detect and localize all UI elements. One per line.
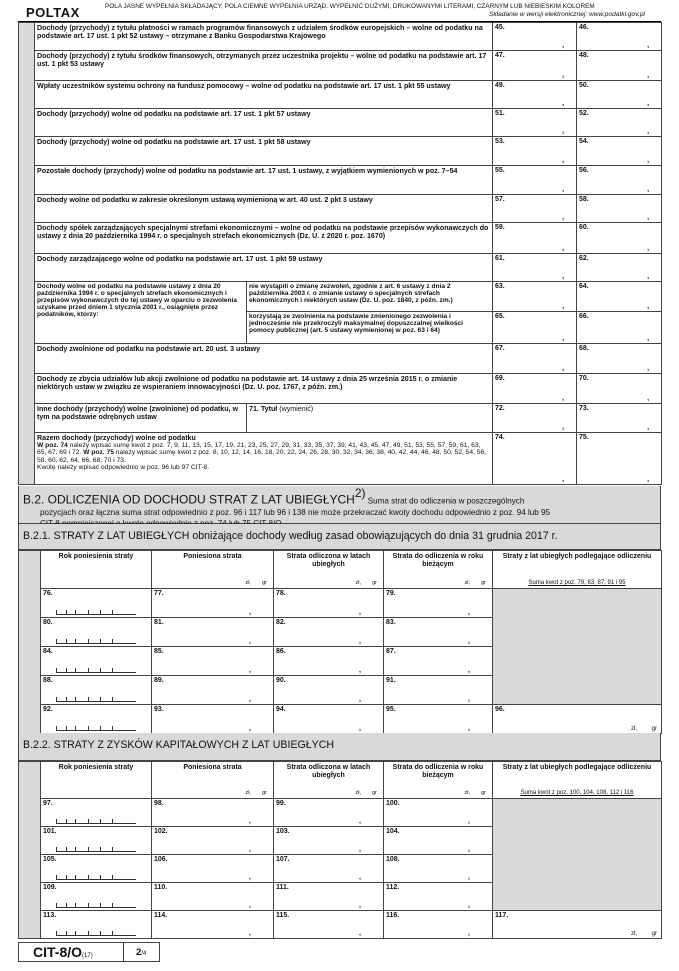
amount-field-47[interactable]: 47. , [493,51,577,81]
year-field-88[interactable]: 88. [41,676,152,705]
amount-field-96[interactable]: 96. zł, gr [493,705,662,734]
amount-field-95[interactable]: 95. , [384,705,493,734]
amount-field-108[interactable]: 108. , [384,855,493,883]
section-b2-description: Suma strat do odliczenia w poszczególnych [365,496,525,506]
amount-field-60[interactable]: 60. , [577,223,662,254]
amount-field-62[interactable]: 62. , [577,254,662,282]
loss-header-row [19,551,662,589]
form-footer [18,942,160,962]
amount-field-49[interactable]: 49. , [493,81,577,109]
amount-field-52[interactable]: 52. , [577,109,662,137]
art14-row [19,374,662,404]
section-b2-title: B.2. ODLICZENIA OD DOCHODU STRAT Z LAT UBIEGŁYCH [23,492,355,507]
losses-table-b21 [18,550,662,734]
amount-field-111[interactable]: 111. , [274,883,384,911]
year-field-76[interactable]: 76. [41,589,152,618]
amount-field-56[interactable]: 56. , [577,166,662,195]
amount-field-75[interactable]: 75. , [577,433,662,485]
shaded-margin [19,23,35,485]
income-row-label: Dochody (przychody) z tytułu środków finansowych, otrzymanych przez uczestnika projektu – wolne od podatku na podstawie art. 17 ust. 1 pkt 53 ustawy [35,51,493,81]
total-row [19,433,662,485]
income-row-label: Dochody (przychody) wolne od podatku na podstawie art. 17 ust. 1 pkt 58 ustawy [35,137,493,166]
amount-field-93[interactable]: 93. , [152,705,274,734]
col-year: Rok poniesienia straty [41,551,152,589]
fill-instruction: POLA JASNE WYPEŁNIA SKŁADAJĄCY, POLA CIEMNE WYPEŁNIA URZĄD. WYPEŁNIĆ DUŻYMI, DRUKOWANYMI LITERAMI, CZARNYM LUB NIEBIESKIM KOLOREM [105,3,595,10]
form-code: CIT-8/O(17) [33,944,93,960]
amount-field-74[interactable]: 74. , [493,433,577,485]
section-b2-header [18,486,661,524]
col-losses-total: Straty z lat ubiegłych podlegające odliczeniu Suma kwot z poz. 100, 104, 108, 112 i 116 [493,762,662,799]
amount-field-77[interactable]: 77. , [152,589,274,618]
col-year: Rok poniesienia straty [41,762,152,799]
year-field-109[interactable]: 109. [41,883,152,911]
sez-label: Dochody wolne od podatku na podstawie ustawy z dnia 20 października 1994 r. o specjalnych strefach ekonomicznych i przepisów wykonawczych do tej ustawy w oparciu o zezwolenia uzyskane przed dniem 1 stycznia 2001 r., osiągnięte przez podatników, którzy: [35,282,247,344]
loss-row [19,799,662,827]
income-row [19,23,662,51]
section-b22-header [18,733,661,761]
amount-field-98[interactable]: 98. , [152,799,274,827]
income-row [19,254,662,282]
amount-field-100[interactable]: 100. , [384,799,493,827]
art20-row [19,344,662,374]
electronic-filing-note: Składanie w wersji elektronicznej: www.podatki.gov.pl [488,11,645,18]
amount-field-66[interactable]: 66. , [577,312,662,344]
col-incurred: Poniesiona strata zł, gr [152,762,274,799]
amount-field-110[interactable]: 110. , [152,883,274,911]
art20-label: Dochody zwolnione od podatku na podstawie art. 20 ust. 3 ustawy [35,344,493,374]
amount-field-114[interactable]: 114. , [152,911,274,939]
year-field-105[interactable]: 105. [41,855,152,883]
col-to-deduct: Strata do odliczenia w roku bieżącym zł, gr [384,762,493,799]
income-row-label: Dochody (przychody) wolne od podatku na podstawie art. 17 ust. 1 pkt 57 ustawy [35,109,493,137]
total-label: Razem dochody (przychody) wolne od podatku W poz. 74 należy wpisać sumę kwot z poz. 7, 9, 11, 13, 15, 17, 19, 21, 23, 25, 27, 29, 31, 33, 35, 37, 39, 41, 43, 45, 47, 49, 51, 53, 55, 57, 59, 61, 63, 65, 67, 69 i 72. W poz. 75 należy wpisać sumę kwot z poz. 8, 10, 12, 14, 16, 18, 20, 22, 24, 26, 28, 30, 32, 34, 36, 38, 40, 42, 44, 46, 48, 50, 52, 54, 56, 58, 60, 62, 64, 66, 68, 70 i 73. Kwotę należy wpisać odpowiednio w poz. 96 lub 97 CIT-8. [35,433,493,485]
amount-field-70[interactable]: 70. , [577,374,662,404]
amount-field-59[interactable]: 59. , [493,223,577,254]
income-row-label: Dochody (przychody) z tytułu płatności w ramach programów finansowych z udziałem środków europejskich – wolne od podatku na podstawie art. 17 ust. 1 pkt 52 ustawy – otrzymane z Banku Gospodarstwa Krajowego [35,23,493,51]
income-row [19,51,662,81]
loss-row [19,911,662,939]
income-row-label: Dochody zarządzającego wolne od podatku na podstawie art. 17 ust. 1 pkt 59 ustawy [35,254,493,282]
amount-field-45[interactable]: 45. , [493,23,577,51]
amount-field-81[interactable]: 81. , [152,618,274,647]
income-row-label: Dochody spółek zarządzających specjalnymi strefami ekonomicznymi – wolne od podatku na podstawie przepisów wykonawczych do ustawy z dnia 20 października 1994 r. o specjalnych strefach ekonomicznych (Dz. U. z 2020 r. poz. 1670) [35,223,493,254]
amount-field-116[interactable]: 116. , [384,911,493,939]
shaded-margin [19,551,41,734]
amount-field-57[interactable]: 57. , [493,195,577,223]
col-losses-total: Straty z lat ubiegłych podlegające odliczeniu Suma kwot z poz. 79, 83, 87, 91 i 95 [493,551,662,589]
amount-field-79[interactable]: 79. , [384,589,493,618]
amount-field-50[interactable]: 50. , [577,81,662,109]
amount-field-72[interactable]: 72. , [493,404,577,433]
year-field-101[interactable]: 101. [41,827,152,855]
amount-field-90[interactable]: 90. , [274,676,384,705]
amount-field-48[interactable]: 48. , [577,51,662,81]
col-deducted-prior: Strata odliczona w latach ubiegłych zł, gr [274,762,384,799]
amount-field-82[interactable]: 82. , [274,618,384,647]
year-field-80[interactable]: 80. [41,618,152,647]
loss-row [19,705,662,734]
amount-field-55[interactable]: 55. , [493,166,577,195]
col-deducted-prior: Strata odliczona w latach ubiegłych zł, gr [274,551,384,589]
amount-field-117[interactable]: 117. zł, gr [493,911,662,939]
sez-row-1 [19,282,662,312]
income-row [19,81,662,109]
amount-field-87[interactable]: 87. , [384,647,493,676]
amount-field-104[interactable]: 104. , [384,827,493,855]
shaded-cell [493,589,662,705]
section-b22-title: B.2.2. STRATY Z ZYSKÓW KAPITAŁOWYCH Z LAT UBIEGŁYCH [23,739,335,751]
amount-field-107[interactable]: 107. , [274,855,384,883]
amount-field-51[interactable]: 51. , [493,109,577,137]
section-b2-text-1: pozycjach oraz łączna suma strat odpowiednio z poz. 96 i 117 lub 96 i 138 nie może przekraczać kwoty dochodu odpowiednio z poz. 94 lub 95 [40,508,551,518]
amount-field-54[interactable]: 54. , [577,137,662,166]
income-row-label: Pozostałe dochody (przychody) wolne od podatku na podstawie art. 17 ust. 1 ustawy, z wyjątkiem wymienionych w poz. 7–54 [35,166,493,195]
amount-field-102[interactable]: 102. , [152,827,274,855]
amount-field-53[interactable]: 53. , [493,137,577,166]
income-row-label: Wpłaty uczestników systemu ochrony na fundusz pomocowy – wolne od podatku na podstawie art. 17 ust. 1 pkt 55 ustawy [35,81,493,109]
amount-field-86[interactable]: 86. , [274,647,384,676]
section-b21-subtitle: obniżające dochody według zasad obowiązujących do dnia 31 grudnia 2017 r. [189,530,558,542]
page-number: 2/4 [123,943,159,961]
other-label: Inne dochody (przychody) wolne (zwolnione) od podatku, w tym na podstawie odrębnych ustaw [35,404,247,433]
amount-field-103[interactable]: 103. , [274,827,384,855]
other-row [19,404,662,433]
loss-header-row [19,762,662,799]
income-row [19,195,662,223]
loss-row [19,589,662,618]
income-row [19,137,662,166]
income-row-label: Dochody wolne od podatku w zakresie określonym ustawą wymienioną w art. 40 ust. 2 pkt 3 ustawy [35,195,493,223]
amount-field-85[interactable]: 85. , [152,647,274,676]
title-field-71[interactable]: 71. Tytuł (wymienić) [247,404,493,433]
amount-field-78[interactable]: 78. , [274,589,384,618]
amount-field-61[interactable]: 61. , [493,254,577,282]
free-income-table [18,22,662,485]
amount-field-68[interactable]: 68. , [577,344,662,374]
amount-field-89[interactable]: 89. , [152,676,274,705]
shaded-cell [493,799,662,911]
amount-field-94[interactable]: 94. , [274,705,384,734]
amount-field-99[interactable]: 99. , [274,799,384,827]
amount-field-115[interactable]: 115. , [274,911,384,939]
col-incurred: Poniesiona strata zł, gr [152,551,274,589]
amount-field-67[interactable]: 67. , [493,344,577,374]
income-row [19,166,662,195]
page-header [0,0,679,22]
year-field-97[interactable]: 97. [41,799,152,827]
year-field-113[interactable]: 113. [41,911,152,939]
poltax-logo: POLTAX [26,5,80,20]
year-field-84[interactable]: 84. [41,647,152,676]
shaded-margin [19,762,41,939]
amount-field-83[interactable]: 83. , [384,618,493,647]
amount-field-112[interactable]: 112. , [384,883,493,911]
sez-sub1-label: nie wystąpili o zmianę zezwoleń, zgodnie z art. 6 ustawy z dnia 2 października 2003 r. o zmianie ustawy o specjalnych strefach ekonomicznych i niektórych ustaw (Dz. U. poz. 1840, z późn. zm.) [247,282,493,312]
col-to-deduct: Strata do odliczenia w roku bieżącym zł, gr [384,551,493,589]
amount-field-65[interactable]: 65. , [493,312,577,344]
amount-field-64[interactable]: 64. , [577,282,662,312]
art14-label: Dochody ze zbycia udziałów lub akcji zwolnione od podatku na podstawie art. 14 ustawy z dnia 25 września 2015 r. o zmianie niektórych ustaw w związku ze wspieraniem innowacyjności (Dz. U. poz. 1767, z późn. zm.) [35,374,493,404]
amount-field-69[interactable]: 69. , [493,374,577,404]
section-b21-header [18,524,661,550]
footnote-2-mark: 2) [354,486,366,500]
year-field-92[interactable]: 92. [41,705,152,734]
income-row [19,223,662,254]
section-b21-title: B.2.1. STRATY Z LAT UBIEGŁYCH [23,530,190,542]
amount-field-106[interactable]: 106. , [152,855,274,883]
amount-field-63[interactable]: 63. , [493,282,577,312]
amount-field-91[interactable]: 91. , [384,676,493,705]
income-row [19,109,662,137]
losses-table-b22 [18,761,662,939]
amount-field-58[interactable]: 58. , [577,195,662,223]
sez-sub2-label: korzystają ze zwolnienia na podstawie zmienionego zezwolenia i jednocześnie nie przekroczyli maksymalnej dopuszczalnej wielkości pomocy publicznej (art. 5 ustawy wymienionej w poz. 63 i 64) [247,312,493,344]
amount-field-46[interactable]: 46. , [577,23,662,51]
amount-field-73[interactable]: 73. , [577,404,662,433]
